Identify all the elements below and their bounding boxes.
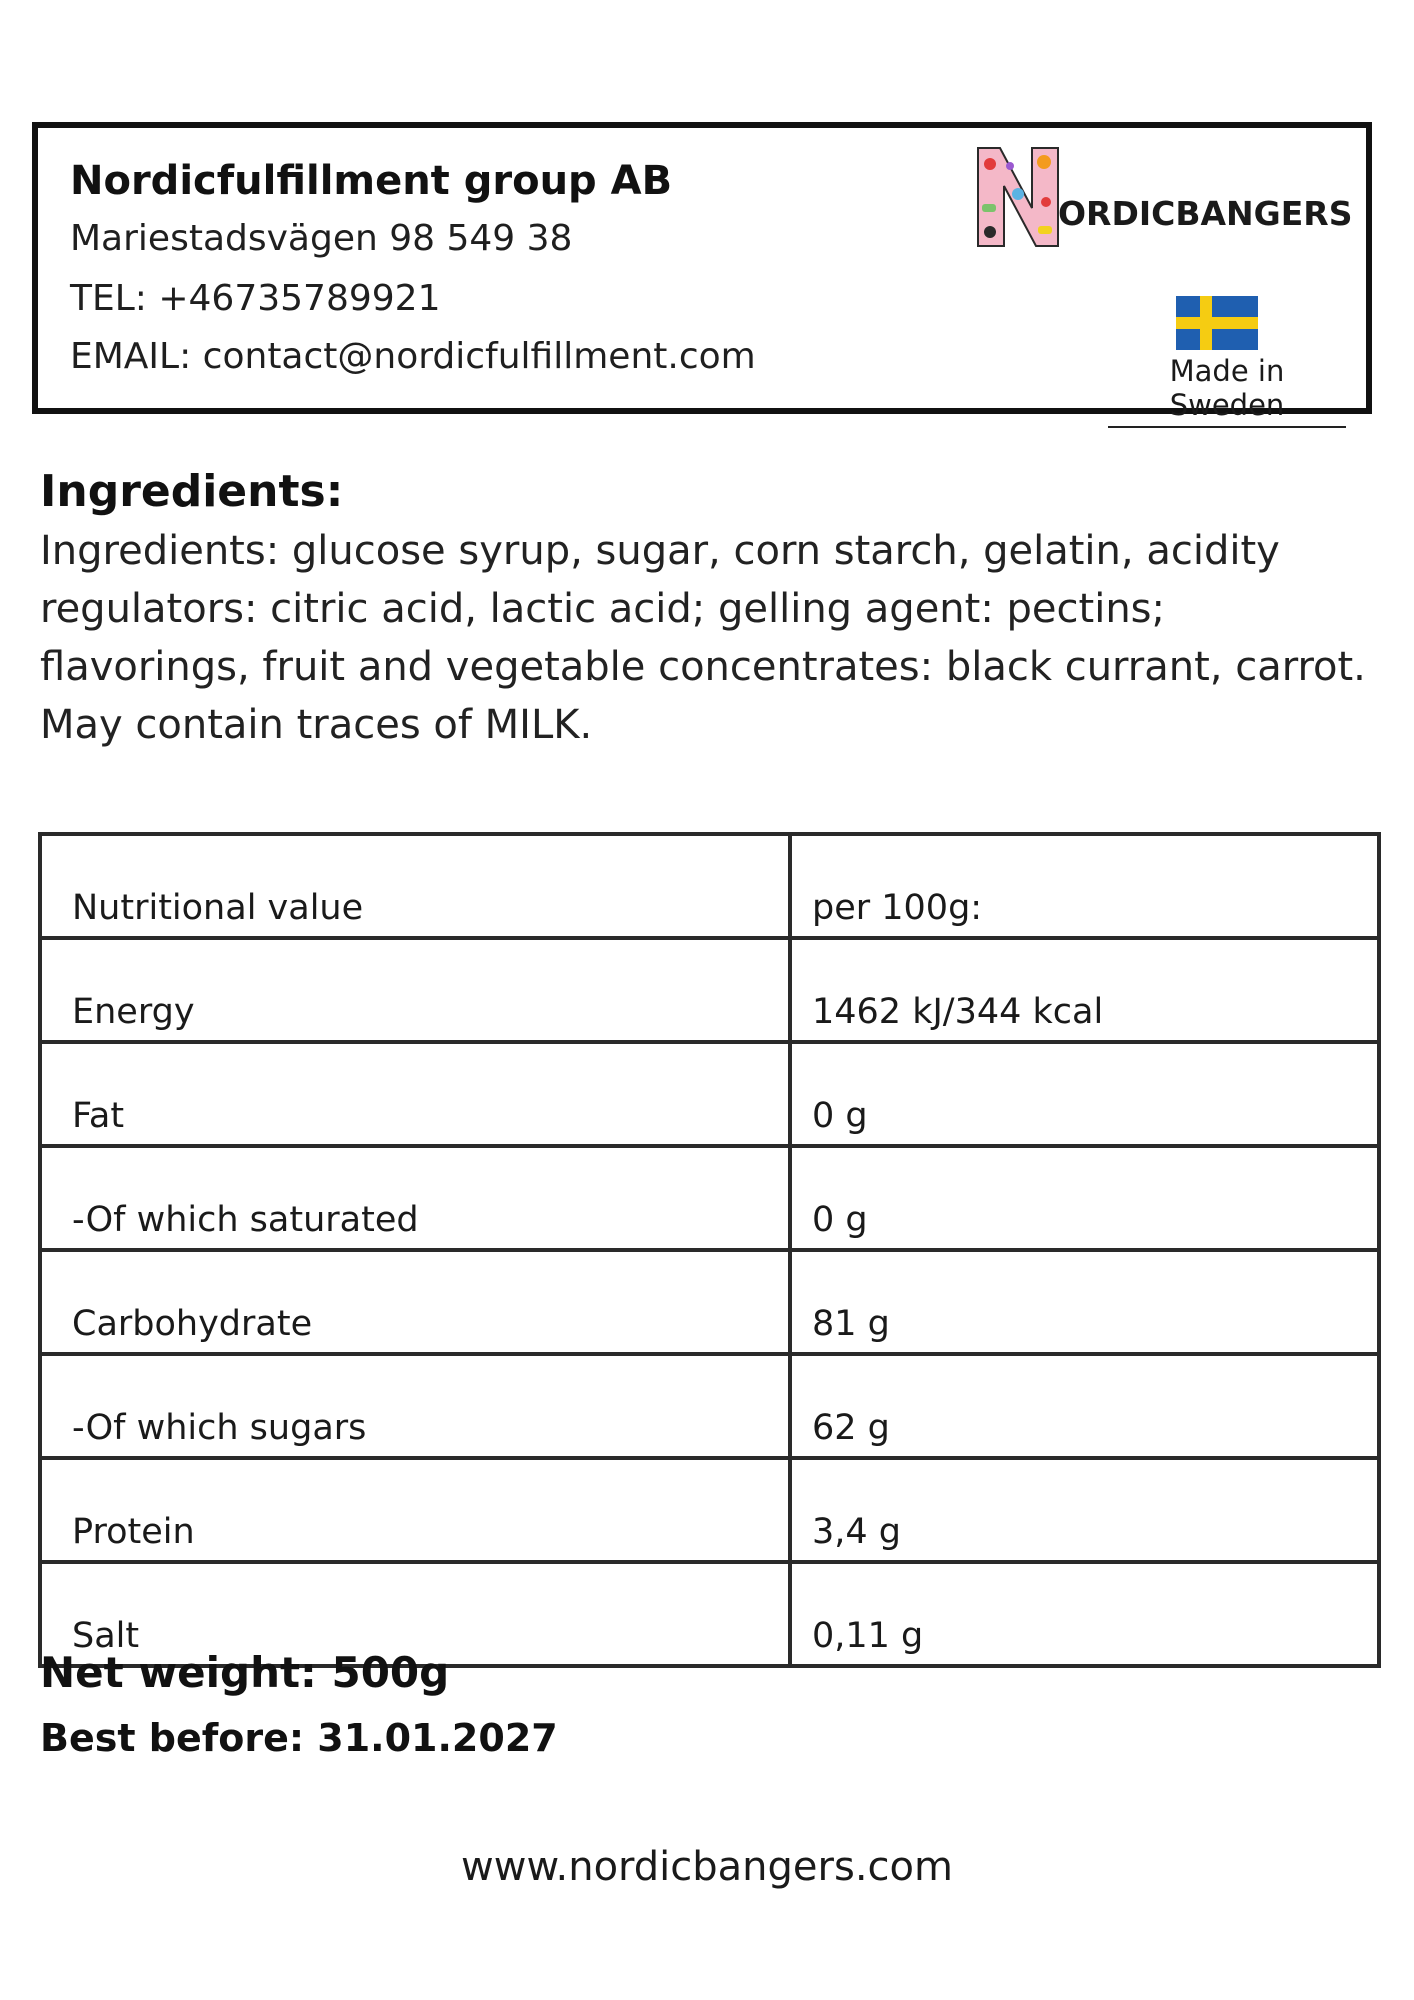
nutrition-value: 81 g — [790, 1250, 1379, 1354]
net-weight: Net weight: 500g — [40, 1648, 450, 1697]
nutrition-row-protein — [40, 1458, 1379, 1562]
nutrition-label: Fat — [40, 1042, 790, 1146]
nutrition-row-fat — [40, 1042, 1379, 1146]
nutrition-value: 0 g — [790, 1042, 1379, 1146]
nutrition-header-label: Nutritional value — [40, 834, 790, 938]
brand-wordmark: ORDICBANGERS — [1058, 194, 1353, 233]
nordicbangers-logo — [974, 142, 1354, 252]
website-url: www.nordicbangers.com — [461, 1844, 953, 1890]
nutrition-label: -Of which saturated — [40, 1146, 790, 1250]
ingredients-text: Ingredients: glucose syrup, sugar, corn starch, gelatin, acidity regulators: citric acid, lactic acid; gelling agent: pectins; flavorings, fruit and vegetable concentrates: black currant, carrot. May contain traces of MILK. — [40, 528, 1366, 748]
sweden-flag-icon — [1176, 296, 1258, 350]
nutrition-label: Energy — [40, 938, 790, 1042]
company-address: Mariestadsvägen 98 549 38 — [70, 218, 573, 259]
best-before-date: Best before: 31.01.2027 — [40, 1716, 558, 1760]
nutrition-header-row — [40, 834, 1379, 938]
nutrition-value: 0 g — [790, 1146, 1379, 1250]
nutrition-row-sugars — [40, 1354, 1379, 1458]
logo-n-letter-icon — [974, 142, 1064, 252]
nutrition-row-saturated — [40, 1146, 1379, 1250]
nutrition-header-value: per 100g: — [790, 834, 1379, 938]
company-name: Nordicfulfillment group AB — [70, 158, 673, 204]
nutrition-value: 0,11 g — [790, 1562, 1379, 1666]
nutrition-label: Salt — [40, 1562, 790, 1666]
company-phone: TEL: +46735789921 — [70, 278, 441, 319]
nutrition-value: 3,4 g — [790, 1458, 1379, 1562]
nutrition-value: 62 g — [790, 1354, 1379, 1458]
made-in-sweden-label: Made in Sweden — [1108, 354, 1346, 428]
nutrition-label: Protein — [40, 1458, 790, 1562]
ingredients-heading: Ingredients: — [40, 466, 344, 517]
company-email: EMAIL: contact@nordicfulfillment.com — [70, 336, 756, 377]
nutrition-label: -Of which sugars — [40, 1354, 790, 1458]
nutrition-label: Carbohydrate — [40, 1250, 790, 1354]
company-info-box — [32, 122, 1372, 422]
nutrition-row-carbohydrate — [40, 1250, 1379, 1354]
nutrition-table — [38, 832, 1381, 1668]
nutrition-row-energy — [40, 938, 1379, 1042]
nutrition-value: 1462 kJ/344 kcal — [790, 938, 1379, 1042]
